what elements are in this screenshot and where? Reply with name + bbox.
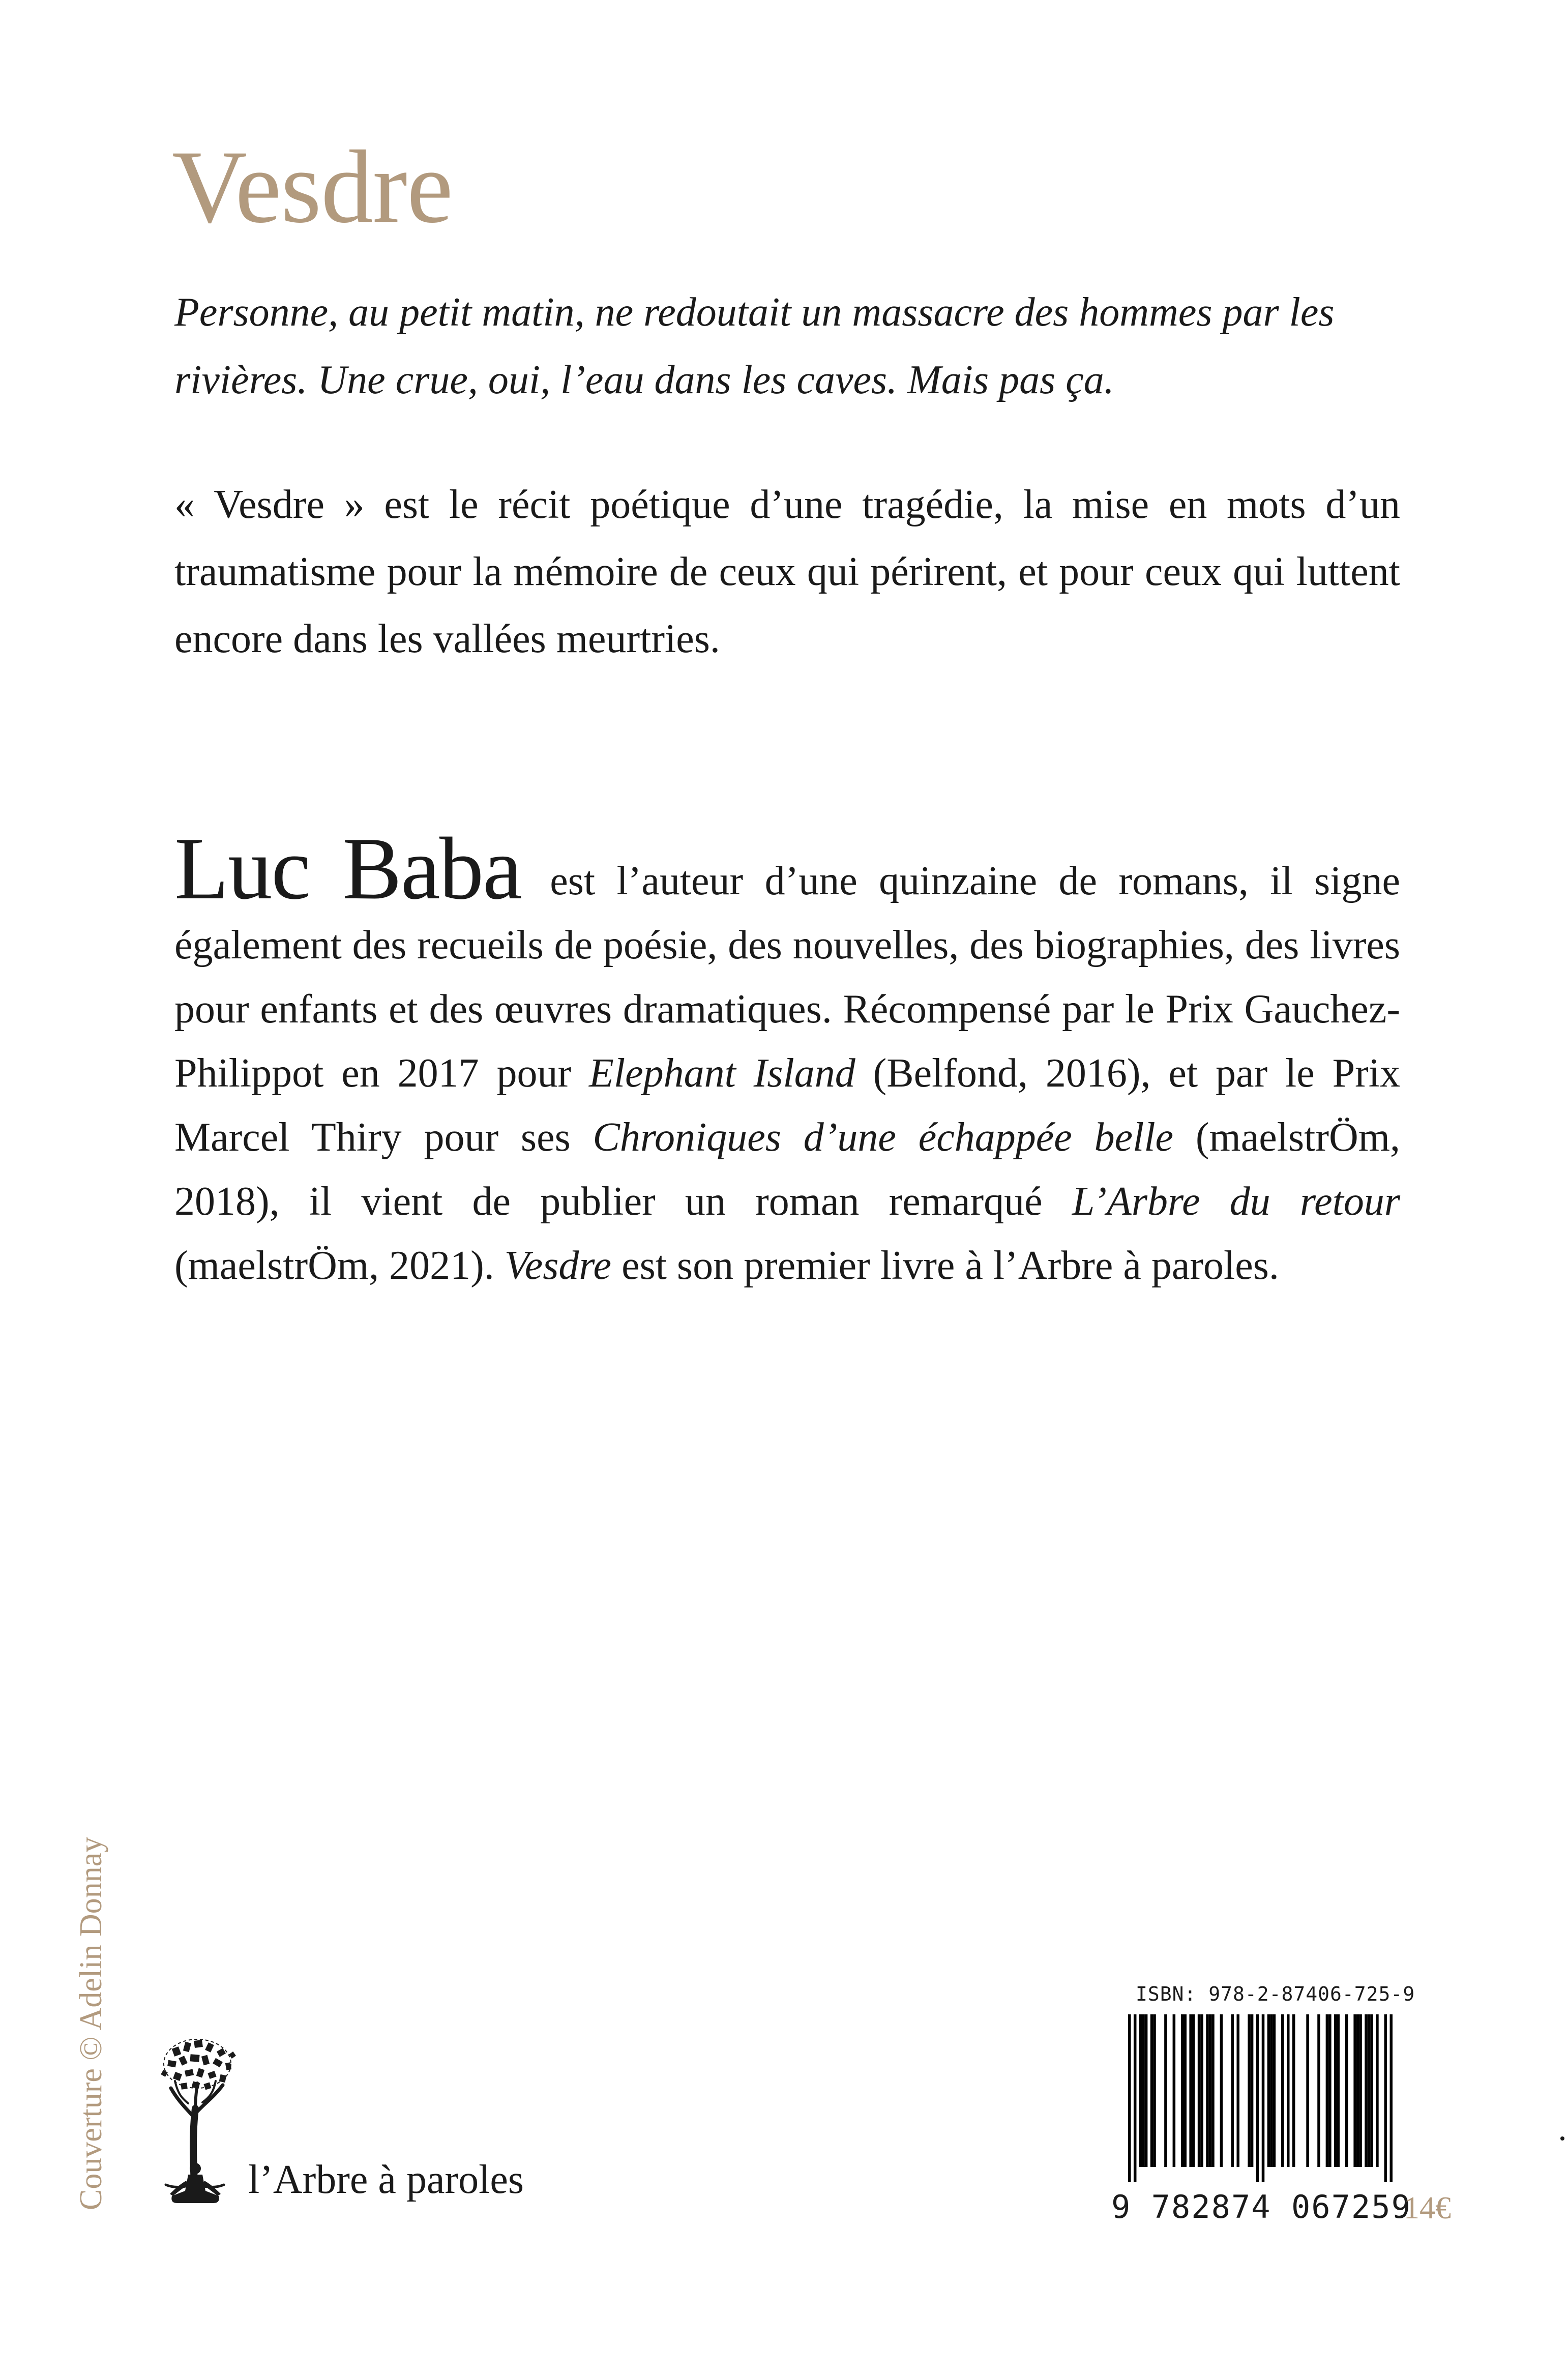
barcode-bar [1390,2014,1393,2182]
bio-text: est son premier livre à l’Arbre à paroles. [611,1243,1279,1288]
bio-text: (maelstrÖm, 2021). [174,1243,505,1288]
cover-credit: Couverture © Adelin Donnay [74,1836,108,2210]
barcode-bar [1256,2014,1259,2182]
publisher-name: l’Arbre à paroles [248,2157,524,2202]
barcode-bar [1209,2014,1212,2167]
barcode-bar [1359,2014,1362,2167]
book-title: Vesdre [172,129,453,245]
barcode-bar [1345,2014,1348,2167]
barcode-bar [1145,2014,1148,2167]
bio-text: est l’auteur d’une quinzaine de romans, il signe également des recueils de poésie, des nouvelles, des biographies, des livres pour enfants et des œuvres dramatiques. Récompensé par le Prix Gauchez-Philippot en 2017 pour [174,859,1401,1096]
barcode-bar [1220,2014,1223,2167]
barcode-bar [1368,2014,1371,2167]
book-summary: « Vesdre » est le récit poétique d’une tragédie, la mise en mots d’un traumatisme pour la mémoire de ceux qui périrent, et pour ceux qui luttent encore dans les vallées meurtries. [174,482,1400,661]
barcode-bar [1139,2014,1142,2167]
barcode-bar [1267,2014,1270,2167]
barcode-bar [1128,2014,1131,2182]
barcode-bar [1200,2014,1203,2167]
barcode-bar [1292,2014,1295,2167]
barcode-bar [1287,2014,1290,2167]
barcode-bar [1198,2014,1201,2167]
barcode-bar [1211,2014,1215,2167]
book-reference: Vesdre [504,1243,612,1288]
epigraph: Personne, au petit matin, ne redoutait un massacre des hommes par les rivières. Une crue, oui, l’eau dans les caves. Mais pas ça. [174,290,1335,402]
barcode-bar [1231,2014,1234,2167]
barcode-bar [1273,2014,1276,2167]
barcode-bar [1337,2014,1340,2167]
barcode-bar [1334,2014,1337,2167]
price: 14€ [1404,2191,1451,2225]
bio-text: (maelstrÖm, 2018), il vient de publier un roman remarqué [174,1115,1400,1224]
barcode-bar [1181,2014,1184,2167]
barcode-bar [1365,2014,1368,2167]
barcode-bar [1192,2014,1195,2167]
trim-mark [1560,2136,1564,2141]
bio-text: (Belfond, 2016), et par le Prix Marcel Thiry pour ses [174,1051,1400,1160]
barcode-bar [1306,2014,1309,2167]
book-reference: L’Arbre du retour [1072,1179,1400,1224]
book-reference: Chroniques d’une échappée belle [593,1115,1174,1160]
barcode-bar [1184,2014,1187,2167]
tree-logo-icon [137,2032,254,2215]
barcode-bar [1142,2014,1145,2167]
barcode-bar [1262,2014,1265,2182]
barcode-bar [1317,2014,1320,2167]
barcode-bar [1384,2014,1387,2182]
barcode-bar [1270,2014,1273,2167]
barcode-bar [1370,2014,1373,2167]
barcode-bar [1356,2014,1359,2167]
author-bio [174,819,1401,1298]
barcode-bar [1150,2014,1153,2167]
barcode-bar [1173,2014,1176,2167]
barcode-bar [1153,2014,1156,2167]
barcode-bar [1376,2014,1379,2167]
barcode-bar [1206,2014,1209,2167]
barcode-bar [1164,2014,1167,2167]
barcode-bar [1353,2014,1356,2167]
isbn-label: ISBN: 978-2-87406-725-9 [1136,1983,1415,2005]
book-reference: Elephant Island [589,1051,855,1096]
barcode-bar [1189,2014,1192,2167]
barcode-bar [1326,2014,1329,2167]
barcode-bar [1134,2014,1137,2182]
barcode-bar [1251,2014,1254,2167]
barcode-bar [1248,2014,1251,2167]
barcode-bar [1236,2014,1239,2167]
barcode-number: 9 782874 067259 [1111,2188,1411,2225]
barcode [1128,2014,1393,2182]
barcode-bar [1281,2014,1284,2167]
author-name: Luc Baba [174,819,521,918]
barcode-bar [1328,2014,1332,2167]
